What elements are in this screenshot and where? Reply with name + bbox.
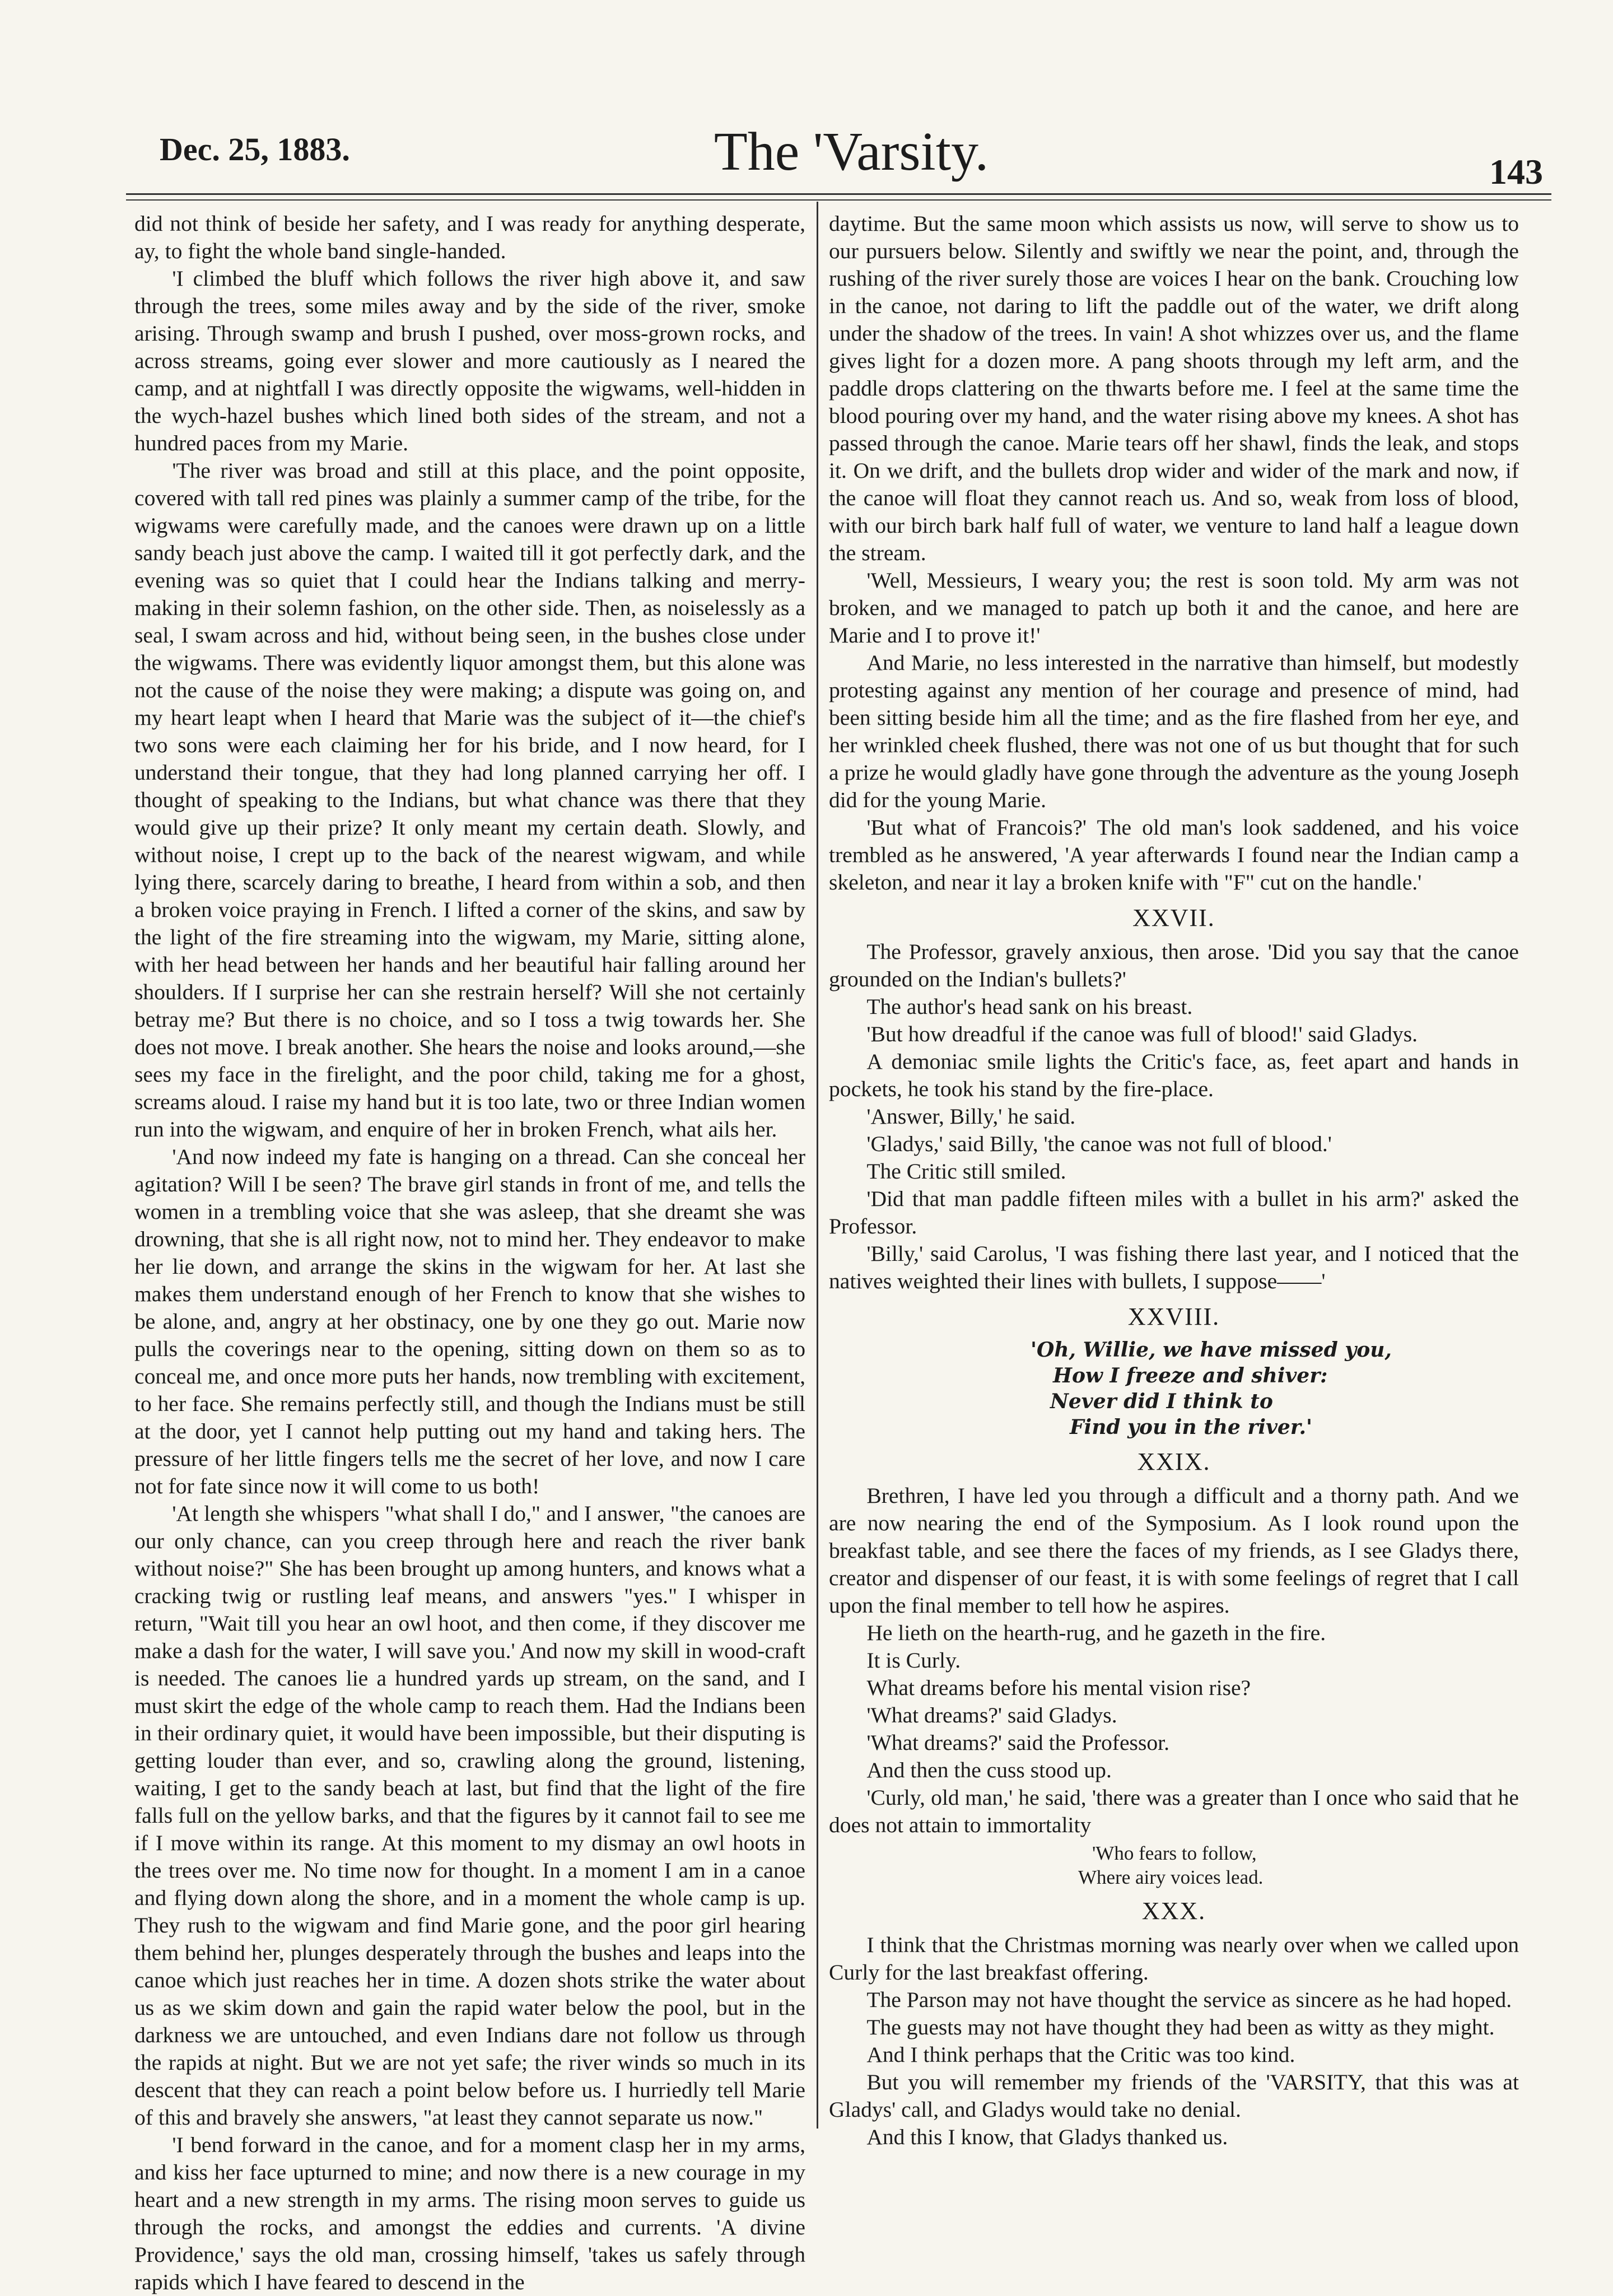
- verse-line: 'Oh, Willie, we have missed you,: [1031, 1338, 1392, 1362]
- paragraph: 'But what of Francois?' The old man's look saddened, and his voice trembled as he answered, 'A year afterwards I found near the Indian camp a skeleton, and near it lay a broken knife with "F" cut on the handle.': [829, 815, 1519, 895]
- left-column: [134, 210, 805, 2296]
- newspaper-title: The 'Varsity.: [714, 122, 989, 182]
- paragraph: 'Answer, Billy,' he said.: [866, 1104, 1076, 1129]
- verse-line: Find you in the river.': [1070, 1415, 1313, 1439]
- section-heading: XXVIII.: [1127, 1303, 1220, 1330]
- paragraph: 'Well, Messieurs, I weary you; the rest is soon told. My arm was not broken, and we managed to patch up both it and the canoe, and here are Marie and I to prove it!': [829, 568, 1519, 648]
- paragraph: A demoniac smile lights the Critic's face, as, feet apart and hands in pockets, he took his stand by the fire-place.: [829, 1049, 1519, 1101]
- section-heading: XXVII.: [1132, 904, 1215, 932]
- issue-date: Dec. 25, 1883.: [160, 131, 350, 167]
- paragraph: What dreams before his mental vision rise?: [866, 1675, 1251, 1700]
- paragraph: 'And now indeed my fate is hanging on a thread. Can she conceal her agitation? Will I be seen? The brave girl stands in front of me, and tells the women in a trembling voice that she was asleep, that she dreamt she was drowning, that she is all right now, not to mind her. They endeavor to make her lie down, and arrange the skins in the wigwam for her. At last she makes them understand enough of her French to know that she wishes to be alone, and, angry at her obstinacy, one by one they go out. Marie now pulls the coverings near to the opening, sitting down on them so as to conceal me, and once more puts her hands, now trembling with excitement, to her face. She remains perfectly still, and though the Indians must be still at the door, yet I cannot help putting out my hand and taking hers. The pressure of her little fingers tells me the secret of her love, and now I care not for fate since now it will come to us both!: [134, 1144, 805, 1498]
- paragraph: Brethren, I have led you through a difficult and a thorny path. And we are now nearing the end of the Symposium. As I look round upon the breakfast table, and see there the faces of my friends, as I see Gladys there, creator and dispenser of our feast, it is with some feelings of regret that I call upon the final member to tell how he aspires.: [829, 1483, 1519, 1618]
- paragraph: And this I know, that Gladys thanked us.: [866, 2125, 1228, 2149]
- paragraph: But you will remember my friends of the 'VARSITY, that this was at Gladys' call, and Gladys would take no denial.: [829, 2070, 1519, 2122]
- paragraph: And then the cuss stood up.: [866, 1758, 1112, 1782]
- paragraph: 'At length she whispers "what shall I do," and I answer, "the canoes are our only chance, can you creep through here and reach the river bank without noise?" She has been brought up among hunters, and knows what a cracking twig or rustling leaf means, and answers "yes." I whisper in return, "Wait till you hear an owl hoot, and then come, if they discover me make a dash for the water, I will save you.' And now my skill in wood-craft is needed. The canoes lie a hundred yards up stream, on the sand, and I must skirt the edge of the whole camp to reach them. Had the Indians been in their ordinary quiet, it would have been impossible, but their disputing is getting louder than ever, and so, crawling along the ground, listening, waiting, I get to the sandy beach at last, but find that the light of the fire falls full on the yellow barks, and that the figures by it cannot fail to see me if I move within its range. At this moment to my dismay an owl hoots in the trees over me. No time now for thought. In a moment I am in a canoe and flying down along the shore, and in a moment the whole camp is up. They rush to the wigwam and find Marie gone, and the poor girl hearing them behind her, plunges desperately through the bushes and leaps into the canoe which just reaches her in time. A dozen shots strike the water about us as we skim down and gain the rapid water below the pool, but in the darkness we are untouched, and even Indians dare not follow us through the rapids at night. But we are not yet safe; the river winds so much in its descent that they can reach a point below before us. I hurriedly tell Marie of this and bravely she answers, "at least they cannot separate us now.": [134, 1501, 805, 2130]
- paragraph: The guests may not have thought they had been as witty as they might.: [866, 2015, 1495, 2039]
- verse-line: Never did I think to: [1050, 1390, 1273, 1413]
- paragraph: 'I climbed the bluff which follows the river high above it, and saw through the trees, some miles away and by the side of the river, smoke arising. Through swamp and brush I pushed, over moss-grown rocks, and across streams, going ever slower and more cautiously as I neared the camp, and at nightfall I was directly opposite the wigwams, well-hidden in the wych-hazel bushes which lined both sides of the stream, and not a hundred paces from my Marie.: [134, 266, 805, 455]
- column-divider: [817, 202, 818, 2129]
- quote-line: 'Who fears to follow,: [1092, 1842, 1257, 1864]
- quote-line: Where airy voices lead.: [1078, 1866, 1264, 1888]
- paragraph: The Professor, gravely anxious, then arose. 'Did you say that the canoe grounded on the Indian's bullets?': [829, 939, 1519, 991]
- paragraph: 'Billy,' said Carolus, 'I was fishing there last year, and I noticed that the natives weighted their lines with bullets, I suppose——': [829, 1241, 1519, 1293]
- page-number: 143: [1489, 152, 1543, 192]
- paragraph: 'I bend forward in the canoe, and for a moment clasp her in my arms, and kiss her face upturned to mine; and now there is a new courage in my heart and a new strength in my arms. The rising moon serves to guide us through the rocks, and amongst the eddies and currents. 'A divine Providence,' says the old man, crossing himself, 'takes us safely through rapids which I have feared to descend in the: [134, 2132, 805, 2294]
- paragraph: 'What dreams?' said the Professor.: [866, 1730, 1170, 1755]
- header-rule-thin: [126, 199, 1551, 201]
- paragraph: The Critic still smiled.: [866, 1159, 1066, 1184]
- paragraph: And I think perhaps that the Critic was too kind.: [866, 2042, 1295, 2067]
- right-column: [829, 210, 1519, 2151]
- paragraph: 'Curly, old man,' he said, 'there was a greater than I once who said that he does not attain to immortality: [829, 1785, 1519, 1837]
- paragraph: 'Did that man paddle fifteen miles with a bullet in his arm?' asked the Professor.: [829, 1186, 1519, 1238]
- paragraph: It is Curly.: [866, 1648, 961, 1673]
- quotation: [829, 1841, 1519, 1889]
- masthead: [160, 120, 1543, 193]
- paragraph: The author's head sank on his breast.: [866, 994, 1193, 1019]
- section-heading: XXX.: [1141, 1897, 1206, 1925]
- paragraph: He lieth on the hearth-rug, and he gazeth in the fire.: [866, 1620, 1326, 1645]
- paragraph: And Marie, no less interested in the narrative than himself, but modestly protesting against any mention of her courage and presence of mind, had been sitting beside him all the time; and as the fire flashed from her eye, and her wrinkled cheek flushed, there was not one of us but thought that for such a prize he would gladly have gone through the adventure as the young Joseph did for the young Marie.: [829, 650, 1519, 812]
- paragraph: 'But how dreadful if the canoe was full of blood!' said Gladys.: [866, 1022, 1418, 1046]
- section-heading: XXIX.: [1137, 1448, 1211, 1475]
- paragraph: did not think of beside her safety, and I was ready for anything desperate, ay, to fight the whole band single-handed.: [134, 211, 805, 263]
- paragraph: 'Gladys,' said Billy, 'the canoe was not full of blood.': [866, 1131, 1332, 1156]
- verse-block: [829, 1337, 1519, 1440]
- paragraph: daytime. But the same moon which assists us now, will serve to show us to our pursuers below. Silently and swiftly we near the point, and, through the rushing of the river surely those are voices I hear on the bank. Crouching low in the canoe, not daring to lift the paddle out of the water, we drift along under the shadow of the trees. In vain! A shot whizzes over us, and the flame gives light for a dozen more. A pang shoots through my left arm, and the paddle drops clattering on the thwarts before me. I feel at the same time the blood pouring over my hand, and the water rising above my knees. A shot has passed through the canoe. Marie tears off her shawl, finds the leak, and stops it. On we drift, and the bullets drop wider and wider of the mark and now, if the canoe will float they cannot reach us. And so, weak from loss of blood, with our birch bark half full of water, we venture to land half a league down the stream.: [829, 211, 1519, 565]
- verse-line: How I freeze and shiver:: [1053, 1364, 1328, 1387]
- header-rule: [126, 193, 1551, 195]
- paragraph: I think that the Christmas morning was nearly over when we called upon Curly for the last breakfast offering.: [829, 1932, 1519, 1985]
- paragraph: The Parson may not have thought the service as sincere as he had hoped.: [866, 1987, 1512, 2012]
- paragraph: 'The river was broad and still at this place, and the point opposite, covered with tall red pines was plainly a summer camp of the tribe, for the wigwams were carefully made, and the canoes were drawn up on a little sandy beach just above the camp. I waited till it got perfectly dark, and the evening was so quiet that I could hear the Indians talking and merry-making in their solemn fashion, on the other side. Then, as noiselessly as a seal, I swam across and hid, without being seen, in the bushes close under the wigwams. There was evidently liquor amongst them, but this alone was not the cause of the noise they were making; a dispute was going on, and my heart leapt when I heard that Marie was the subject of it—the chief's two sons were each claiming her for his bride, and I now heard, for I understand their tongue, that they had long planned carrying her off. I thought of speaking to the Indians, but what chance was there that they would give up their prize? It only meant my certain death. Slowly, and without noise, I crept up to the back of the nearest wigwam, and while lying there, scarcely daring to breathe, I heard from within a sob, and then a broken voice praying in French. I lifted a corner of the skins, and saw by the light of the fire streaming into the wigwam, my Marie, sitting alone, with her head between her hands and her beautiful hair falling around her shoulders. If I surprise her can she restrain herself? Will she not certainly betray me? But there is no choice, and so I toss a twig towards her. She does not move. I break another. She hears the noise and looks around,—she sees my face in the firelight, and the poor child, taking me for a ghost, screams aloud. I raise my hand but it is too late, two or three Indian women run into the wigwam, and enquire of her in broken French, what ails her.: [134, 458, 805, 1142]
- paragraph: 'What dreams?' said Gladys.: [866, 1703, 1117, 1727]
